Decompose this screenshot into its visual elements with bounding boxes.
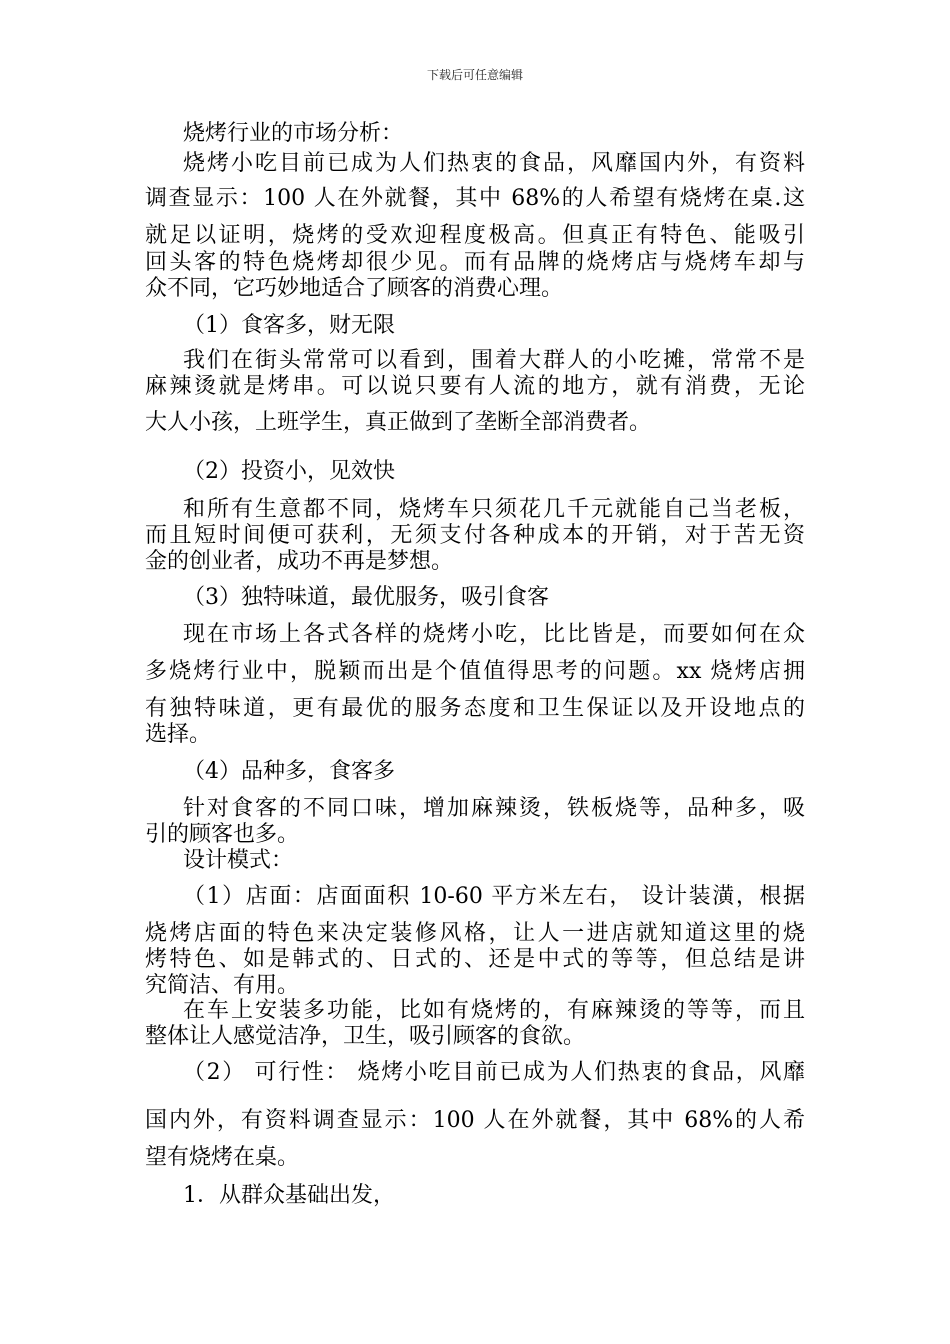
subheading: （2）投资小，见效快 (183, 459, 395, 484)
page-header: 下载后可任意编辑 (426, 68, 523, 82)
section-title: 设计模式： (183, 848, 294, 873)
paragraph-line: 大人小孩，上班学生，真正做到了垄断全部消费者。 (145, 410, 652, 435)
paragraph-line: 众不同，它巧妙地适合了顾客的消费心理。 (145, 276, 564, 301)
list-item: 1．从群众基础出发， (183, 1183, 395, 1208)
paragraph-line: 引的顾客也多。 (145, 822, 300, 847)
paragraph-line: （2） 可行性： 烧烤小吃目前已成为人们热衷的食品，风靡 (183, 1060, 805, 1085)
paragraph-line: 多烧烤行业中，脱颖而出是个值值得思考的问题。xx 烧烤店拥 (145, 659, 805, 684)
paragraph-line: 烧烤小吃目前已成为人们热衷的食品，风靡国内外，有资料 (183, 151, 805, 176)
paragraph-line: 调查显示：100 人在外就餐，其中 68%的人希望有烧烤在桌.这 (145, 186, 805, 211)
subheading: （3）独特味道，最优服务，吸引食客 (183, 585, 549, 610)
paragraph-line: 和所有生意都不同，烧烤车只须花几千元就能自己当老板， (183, 497, 805, 522)
paragraph-line: 整体让人感觉洁净，卫生，吸引顾客的食欲。 (145, 1024, 586, 1049)
paragraph-line: 国内外，有资料调查显示：100 人在外就餐，其中 68%的人希 (145, 1108, 805, 1133)
paragraph-line: 我们在街头常常可以看到，围着大群人的小吃摊，常常不是 (183, 348, 805, 373)
paragraph-line: 望有烧烤在桌。 (145, 1145, 300, 1170)
paragraph-line: 针对食客的不同口味，增加麻辣烫，铁板烧等，品种多，吸 (183, 796, 805, 821)
paragraph-line: 而且短时间便可获利，无须支付各种成本的开销，对于苦无资 (145, 523, 805, 548)
paragraph-line: 就足以证明，烧烤的受欢迎程度极高。但真正有特色、能吸引 (145, 223, 805, 248)
paragraph-line: 在车上安装多功能，比如有烧烤的，有麻辣烫的等等，而且 (183, 998, 805, 1023)
paragraph-line: 烤特色、如是韩式的、日式的、还是中式的等等，但总结是讲 (145, 947, 805, 972)
paragraph-line: 麻辣烫就是烤串。可以说只要有人流的地方，就有消费，无论 (145, 374, 805, 399)
paragraph-line: 烧烤店面的特色来决定装修风格，让人一进店就知道这里的烧 (145, 921, 805, 946)
paragraph-line: 现在市场上各式各样的烧烤小吃，比比皆是，而要如何在众 (183, 622, 805, 647)
paragraph-line: 金的创业者，成功不再是梦想。 (145, 549, 454, 574)
section-title: 烧烤行业的市场分析： (183, 121, 404, 146)
paragraph-line: 究简洁、有用。 (145, 973, 300, 998)
paragraph-line: 回头客的特色烧烤却很少见。而有品牌的烧烤店与烧烤车却与 (145, 250, 805, 275)
subheading: （1）食客多，财无限 (183, 313, 395, 338)
paragraph-line: 选择。 (145, 722, 212, 747)
subheading: （4）品种多，食客多 (183, 759, 395, 784)
paragraph-line: （1）店面：店面面积 10-60 平方米左右， 设计装潢，根据 (183, 884, 805, 909)
paragraph-line: 有独特味道，更有最优的服务态度和卫生保证以及开设地点的 (145, 696, 805, 721)
